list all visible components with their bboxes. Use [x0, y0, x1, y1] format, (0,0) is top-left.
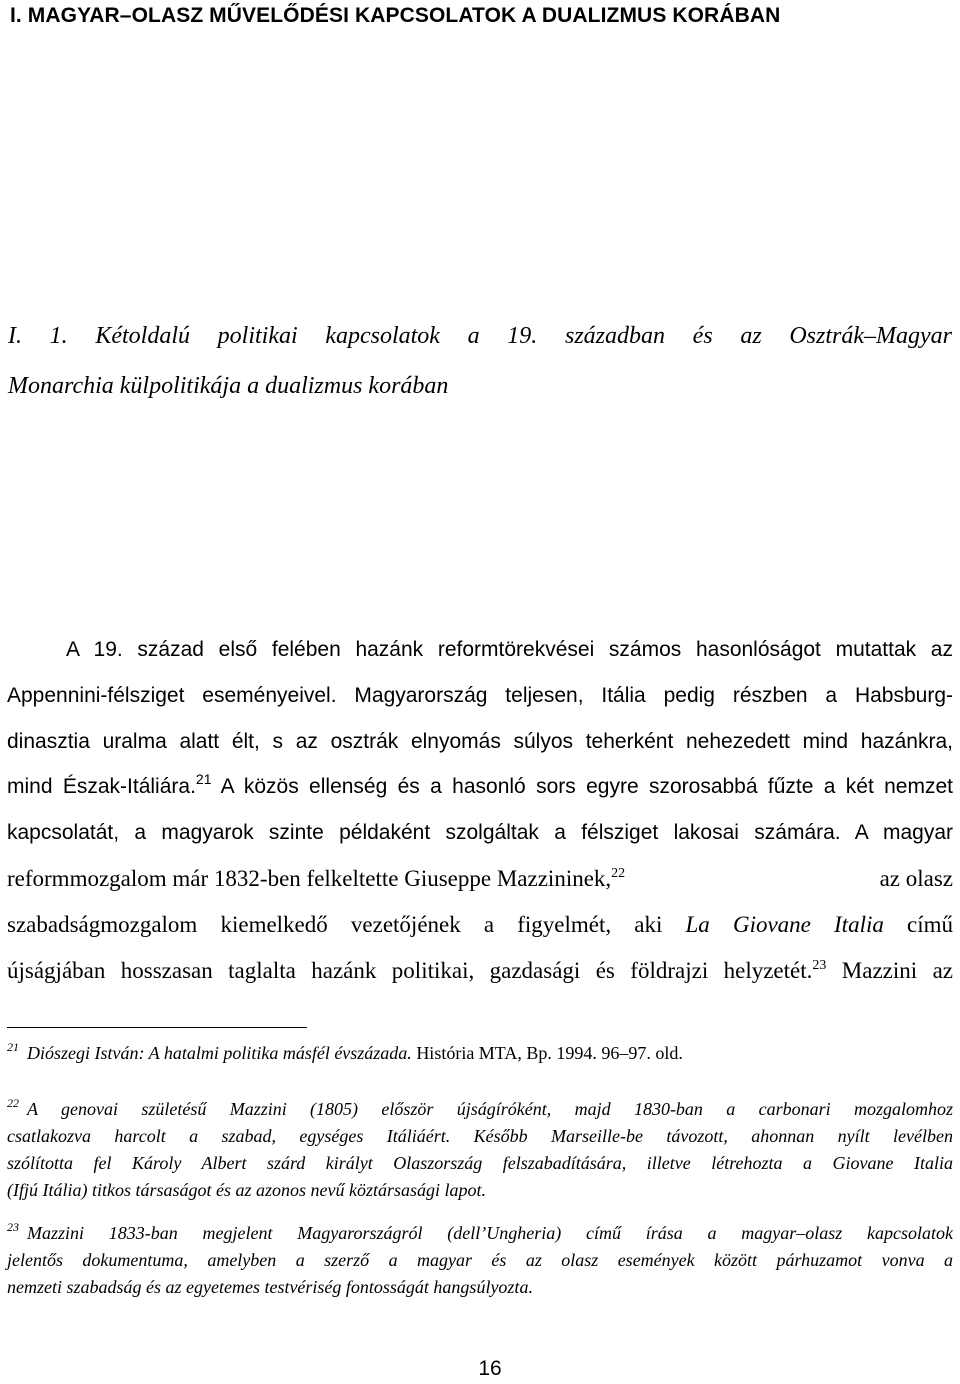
footnote-number: 21 — [7, 1040, 19, 1054]
footnote-ref: 21 — [195, 771, 212, 788]
footnote-line: csatlakozva harcolt a szabad, egységes Itáliáért. Később Marseille-be távozott, ahonnan nyílt levélben — [7, 1126, 953, 1146]
body-line — [7, 856, 953, 902]
section-heading — [8, 311, 952, 411]
footnote-separator — [7, 1027, 307, 1028]
body-text — [7, 856, 625, 902]
body-line: A 19. század első felében hazánk reformtörekvései számos hasonlóságot mutattak az — [66, 638, 953, 661]
footnote-line: szólította fel Károly Albert szárd királyt Olaszország felszabadítására, illetve létrehozta a Giovane Italia — [7, 1153, 953, 1173]
body-line — [7, 902, 953, 948]
footnote-line: jelentős dokumentuma, amelyben a szerző a magyar és az olasz események között párhuzamot vonva a — [7, 1250, 953, 1270]
footnote-ref: 22 — [611, 865, 626, 881]
footnote-text: A genovai születésű Mazzini (1805) először újságíróként, majd 1830-ban a carbonari mozgalomhoz — [27, 1099, 953, 1119]
footnote-text: Diószegi István: A hatalmi politika másfél évszázada. — [27, 1043, 412, 1063]
footnote-line — [7, 1220, 953, 1247]
footnote-number: 23 — [7, 1220, 19, 1234]
body-text: szabadságmozgalom kiemelkedő vezetőjének a figyelmét, aki — [7, 911, 686, 937]
body-text: az olasz — [879, 865, 953, 891]
footnote-ref: 23 — [812, 957, 827, 973]
body-line: dinasztia uralma alatt élt, s az osztrák elnyomás súlyos teherként nehezedett mind hazánkra, — [7, 729, 953, 753]
footnote-21 — [7, 1040, 953, 1067]
body-paragraph — [7, 627, 953, 993]
body-text: újságjában hosszasan taglalta hazánk politikai, gazdasági és földrajzi helyzetét. — [7, 957, 813, 983]
section-heading-line: Monarchia külpolitikája a dualizmus korában — [8, 373, 449, 399]
body-line — [7, 948, 953, 994]
footnote-line — [7, 1040, 953, 1067]
body-text: Mazzini az — [826, 957, 953, 983]
body-text: című — [883, 911, 953, 937]
page-number: 16 — [478, 1357, 502, 1380]
body-text: A közös ellenség és a hasonló sors egyre szorosabbá fűzte a két nemzet — [211, 775, 953, 799]
body-line: Appennini-félsziget eseményeivel. Magyarország teljesen, Itália pedig részben a Habsburg- — [7, 683, 953, 707]
footnote-number: 22 — [7, 1096, 19, 1110]
section-heading-line: I. 1. Kétoldalú politikai kapcsolatok a 19. században és az Osztrák–Magyar — [8, 323, 952, 349]
body-text-segment: reformmozgalom már 1832-ben felkeltette Giuseppe Mazzininek, — [7, 865, 612, 891]
footnote-text: História MTA, Bp. 1994. 96–97. old. — [411, 1043, 683, 1063]
footnote-23 — [7, 1220, 953, 1301]
footnote-22 — [7, 1096, 953, 1204]
footnote-text: Mazzini 1833-ban megjelent Magyarországról (dell’Ungheria) című írása a magyar–olasz kapcsolatok — [27, 1223, 953, 1243]
body-line — [7, 764, 953, 810]
footnote-line — [7, 1096, 953, 1123]
footnote-line: (Ifjú Itália) titkos társaságot és az azonos nevű köztársasági lapot. — [7, 1180, 486, 1200]
body-line: kapcsolatát, a magyarok szinte példaként szolgáltak a félsziget lakosai számára. A magyar — [7, 821, 953, 845]
body-text: mind Észak-Itáliára. — [7, 775, 196, 799]
footnote-line: nemzeti szabadság és az egyetemes testvériség fontosságát hangsúlyozta. — [7, 1277, 533, 1297]
journal-title: La Giovane Italia — [685, 911, 884, 937]
chapter-title: I. MAGYAR–OLASZ MŰVELŐDÉSI KAPCSOLATOK A DUALIZMUS KORÁBAN — [10, 4, 781, 27]
